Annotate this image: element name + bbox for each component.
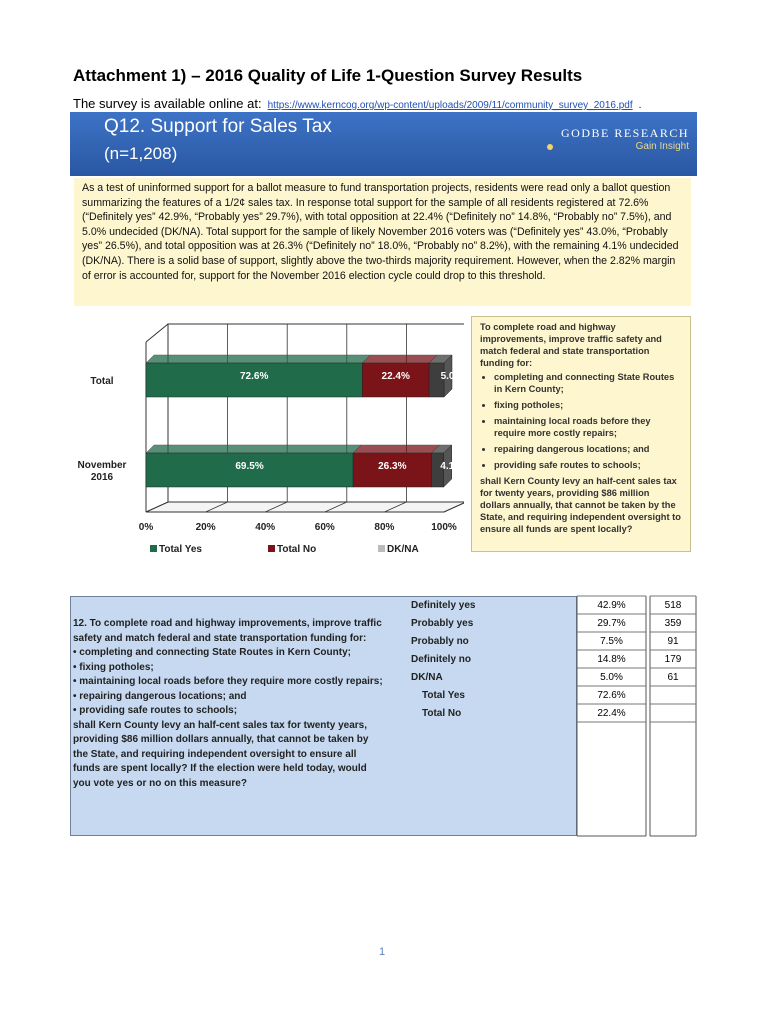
legend-label: Total Yes bbox=[159, 544, 202, 555]
x-tick-label: 20% bbox=[195, 522, 216, 533]
row-percent: 72.6% bbox=[597, 690, 626, 701]
callout-item: • providing safe routes to schools; bbox=[494, 459, 682, 471]
row-percent: 29.7% bbox=[597, 618, 626, 629]
question-line: shall Kern County levy an half-cent sales tax for twenty years, bbox=[73, 719, 367, 731]
row-label: DK/NA bbox=[411, 672, 443, 683]
bar-data-label: 22.4% bbox=[381, 371, 410, 382]
logo-name: GODBE RESEARCH bbox=[560, 126, 689, 140]
x-tick-label: 0% bbox=[138, 522, 154, 533]
x-tick-label: 40% bbox=[255, 522, 276, 533]
bar-data-label: 26.3% bbox=[378, 461, 407, 472]
row-label: Total No bbox=[422, 708, 462, 719]
bar-data-label: 69.5% bbox=[235, 461, 264, 472]
x-tick-label: 80% bbox=[374, 522, 395, 533]
row-label: Definitely yes bbox=[411, 600, 476, 611]
row-count: 179 bbox=[664, 654, 682, 665]
row-count: 91 bbox=[667, 636, 679, 647]
callout-item: • repairing dangerous locations; and bbox=[494, 443, 682, 455]
question-line: you vote yes or no on this measure? bbox=[73, 777, 247, 789]
page-number: 1 bbox=[379, 946, 386, 958]
row-percent: 5.0% bbox=[600, 672, 623, 683]
row-label: Total Yes bbox=[422, 690, 465, 701]
bar-data-label: 72.6% bbox=[239, 371, 269, 382]
question-line: • completing and connecting State Routes in Kern County; bbox=[73, 647, 351, 658]
bar-data-label: 4.1% bbox=[440, 461, 464, 472]
legend-label: Total No bbox=[277, 544, 317, 555]
row-label: Definitely no bbox=[411, 654, 472, 665]
row-count: 61 bbox=[667, 672, 679, 683]
x-tick-label: 100% bbox=[431, 522, 457, 533]
bar-data-label: 5.0% bbox=[440, 371, 464, 382]
row-percent: 7.5% bbox=[600, 636, 623, 647]
legend-label: DK/NA bbox=[387, 544, 419, 555]
logo-tagline: Gain Insight bbox=[635, 141, 689, 152]
question-line: • maintaining local roads before they require more costly repairs; bbox=[73, 676, 383, 687]
question-line: • repairing dangerous locations; and bbox=[73, 690, 247, 702]
question-line: 12. To complete road and highway improvements, improve traffic bbox=[73, 618, 382, 629]
x-tick-label: 60% bbox=[314, 522, 335, 533]
intro-text: The survey is available online at: bbox=[73, 96, 262, 111]
row-percent: 14.8% bbox=[597, 654, 626, 665]
question-line: the State, and requiring independent oversight to ensure all bbox=[73, 748, 357, 760]
summary-paragraph: As a test of uninformed support for a ballot measure to fund transportation projects, residents were read only a ballot question summarizing the features of a 1/2¢ sales tax. In response total support for the sample of all residents registered at 72.6% (“Definitely yes” 42.9%, “Probably yes” 29.7%), with total opposition at 22.4% (“Definitely no” 14.8%, “Probably no” 7.5%), and 5.0% undecided (DK/NA). Total support for the sample of likely November 2016 voters was (“Definitely yes” 43.0%, “Probably yes” 26.5%), and total opposition was at 26.3% (“Definitely no” 18.0%, “Probably no” 8.2%), with the remaining 4.1% undecided (DK/NA). There is a solid base of support, slightly above the two-thirds majority requirement. However, when the 2.82% margin of error is accounted for, support for the November 2016 election cycle could drop to this threshold. bbox=[74, 178, 691, 306]
category-label: Total bbox=[90, 376, 114, 387]
row-percent: 22.4% bbox=[597, 708, 626, 719]
sample-size: (n=1,208) bbox=[104, 144, 178, 163]
category-label: November bbox=[77, 460, 127, 471]
row-percent: 42.9% bbox=[597, 600, 626, 611]
row-count: 518 bbox=[664, 600, 682, 611]
row-count: 359 bbox=[664, 618, 682, 629]
question-line: • fixing potholes; bbox=[73, 661, 154, 673]
survey-link[interactable]: https://www.kerncog.org/wp-content/uploads/2009/11/community_survey_2016.pdf bbox=[267, 100, 633, 111]
callout-tail: shall Kern County levy an half-cent sales tax for twenty years, providing $86 million dollars annually, that cannot be taken by the State, and requiring independent oversight to ensure all funds are spent locally? bbox=[480, 476, 681, 534]
category-label: 2016 bbox=[90, 472, 114, 483]
question-line: • providing safe routes to schools; bbox=[73, 705, 238, 716]
row-label: Probably yes bbox=[411, 618, 474, 629]
row-label: Probably no bbox=[411, 636, 469, 647]
page-title: Attachment 1) – 2016 Quality of Life 1-Question Survey Results bbox=[73, 66, 583, 85]
question-title: Q12. Support for Sales Tax bbox=[104, 116, 332, 137]
callout-lead: To complete road and highway improvements, improve traffic safety and match federal and state transportation funding for: bbox=[480, 322, 662, 368]
callout-item: • fixing potholes; bbox=[494, 399, 682, 411]
link-trail: . bbox=[638, 100, 642, 111]
question-line: providing $86 million dollars annually, that cannot be taken by bbox=[73, 734, 369, 745]
callout-item: • completing and connecting State Routes in Kern County; bbox=[494, 371, 682, 395]
question-line: safety and match federal and state transportation funding for: bbox=[73, 632, 367, 644]
callout-item: • maintaining local roads before they require more costly repairs; bbox=[494, 415, 682, 439]
question-line: funds are spent locally? If the election were held today, would bbox=[73, 763, 367, 774]
